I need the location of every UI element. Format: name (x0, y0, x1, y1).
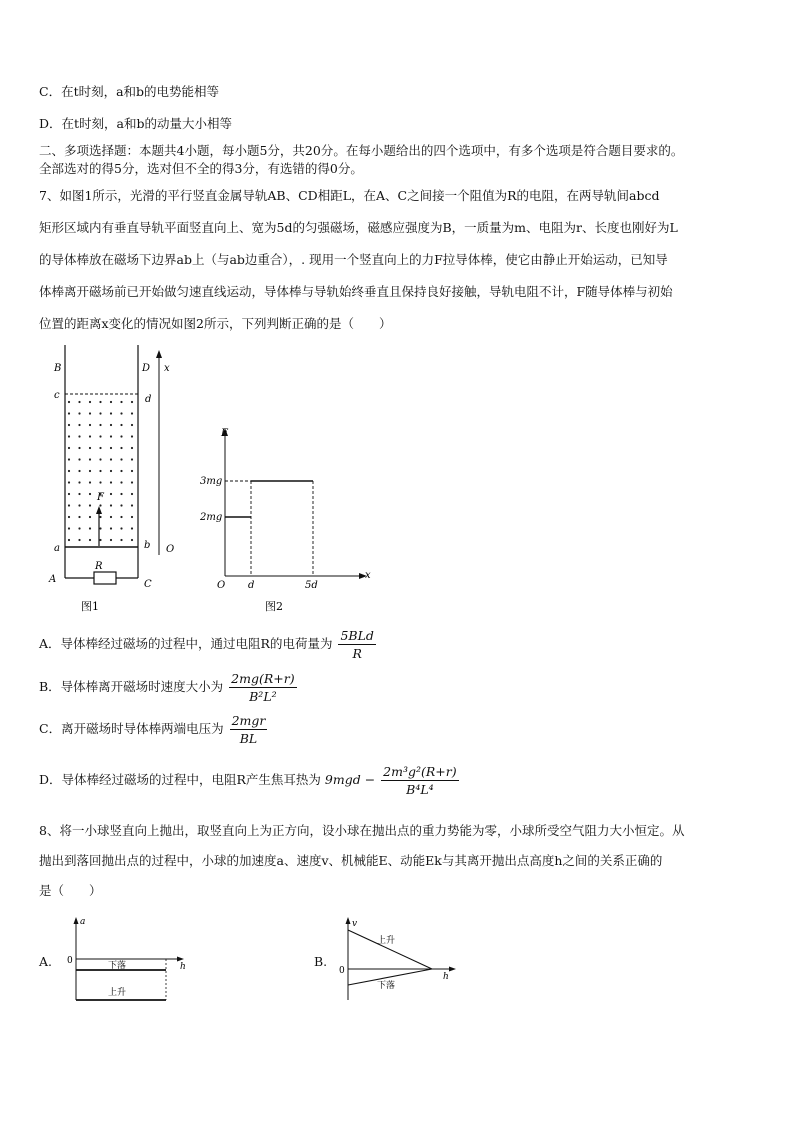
field-dot (120, 504, 122, 506)
q7-stem-line1: 7、如图1所示，光滑的平行竖直金属导轨AB、CD相距L，在A、C之间接一个阻值为R的电阻，在两导轨间abcd (39, 188, 660, 203)
fig1-label-c: c (54, 390, 60, 401)
q7-option-b-fraction (229, 671, 296, 704)
field-dot (89, 527, 91, 529)
field-dot (99, 539, 101, 541)
field-dot (99, 401, 101, 403)
fig2-label-2mg: 2mg (200, 512, 223, 523)
field-dot (131, 470, 133, 472)
q8a-down-label: 下落 (108, 961, 127, 971)
field-dot (78, 424, 80, 426)
fig2-label-x: x (365, 570, 371, 581)
section2-note: 全部选对的得5分，选对但不全的得3分，有选错的得0分。 (39, 161, 363, 176)
q7-option-c-den: BL (239, 731, 258, 746)
q8-stem-line3: 是（ ） (39, 883, 102, 898)
field-dot (89, 470, 91, 472)
fig1-label-A: A (49, 574, 57, 585)
q8b-down-label: 下落 (377, 981, 396, 991)
field-dot (120, 458, 122, 460)
field-dot (131, 504, 133, 506)
field-dot (131, 493, 133, 495)
field-dot (99, 458, 101, 460)
q8-option-a-graph (60, 912, 200, 1007)
field-dot (99, 504, 101, 506)
q7-option-d-fraction (381, 764, 458, 797)
field-dot (68, 504, 70, 506)
q7-stem-line5: 位置的距离x变化的情况如图2所示，下列判断正确的是（ ） (39, 316, 392, 331)
field-dot (89, 435, 91, 437)
q7-stem-line3: 的导体棒放在磁场下边界ab上（与ab边重合），. 现用一个竖直向上的力F拉导体棒，使它由静止开始运动，已知导 (39, 252, 668, 267)
q8a-axis-a: a (80, 917, 86, 927)
field-dot (120, 470, 122, 472)
field-dot (110, 458, 112, 460)
q7-option-c-text: C．离开磁场时导体棒两端电压为 (39, 721, 224, 736)
q7-option-c-num: 2mgr (231, 713, 266, 728)
q8-stem-line2: 抛出到落回抛出点的过程中，小球的加速度a、速度v、机械能E、动能Ek与其离开抛出点高度h之间的关系正确的 (39, 853, 663, 868)
q7-option-a-num: 5BLd (340, 628, 374, 643)
field-dot (78, 401, 80, 403)
q8b-axis-v: v (352, 919, 358, 929)
fig1-label-x: x (164, 363, 170, 374)
fig2-label-3mg: 3mg (200, 476, 223, 487)
field-dot (131, 516, 133, 518)
field-dot (78, 470, 80, 472)
field-dot (120, 527, 122, 529)
field-dot (78, 447, 80, 449)
fig1-label-O: O (166, 544, 175, 555)
q7-option-d-text: D．导体棒经过磁场的过程中，电阻R产生焦耳热为 (39, 772, 321, 787)
q7-option-d-lead: 9mgd − (324, 772, 376, 787)
q7-option-a (39, 628, 378, 661)
field-dot (68, 493, 70, 495)
q8-option-b-graph (332, 912, 467, 1007)
q8b-axis-h: h (443, 972, 449, 982)
field-dot (110, 401, 112, 403)
fig2-label-O: O (217, 580, 226, 591)
q7-option-a-fraction (338, 628, 375, 661)
field-dot (120, 516, 122, 518)
field-dot (89, 539, 91, 541)
q7-option-c-fraction (230, 713, 268, 746)
field-dot (78, 539, 80, 541)
field-dot (120, 424, 122, 426)
field-dot (78, 504, 80, 506)
q7-option-c (39, 713, 269, 746)
field-dot (68, 481, 70, 483)
q7-option-d-num: 2m³g²(R+r) (383, 764, 457, 779)
q7-option-b (39, 671, 299, 704)
field-dot (131, 458, 133, 460)
field-dot (99, 470, 101, 472)
fig1-label-d: d (145, 394, 152, 405)
fig1-caption: 图1 (81, 600, 99, 613)
figure-2-force-graph (195, 420, 380, 620)
field-dot (78, 516, 80, 518)
q8a-axis-h: h (180, 962, 186, 972)
field-dot (89, 504, 91, 506)
fig2-label-5d: 5d (305, 580, 318, 591)
field-dot (68, 424, 70, 426)
field-dot (110, 412, 112, 414)
field-dot (99, 447, 101, 449)
field-dot (110, 539, 112, 541)
field-dot (68, 401, 70, 403)
q8b-up-label: 上升 (377, 936, 396, 946)
field-dot (68, 470, 70, 472)
q8a-zero: 0 (67, 956, 73, 966)
fig1-label-b: b (144, 540, 151, 551)
q7-option-d-den: B⁴L⁴ (406, 782, 434, 797)
field-dot (89, 412, 91, 414)
field-dot (68, 516, 70, 518)
fig1-label-a: a (54, 543, 60, 554)
field-dot (131, 527, 133, 529)
fig1-label-B: B (54, 363, 62, 374)
field-dot (99, 527, 101, 529)
q7-stem-line2: 矩形区域内有垂直导轨平面竖直向上、宽为5d的匀强磁场，磁感应强度为B，一质量为m、电阻为r、长度也刚好为L (39, 220, 678, 235)
field-dot (131, 481, 133, 483)
fig1-label-D: D (142, 363, 151, 374)
field-dot (110, 516, 112, 518)
field-dot (89, 516, 91, 518)
field-dot (78, 493, 80, 495)
field-dot (131, 412, 133, 414)
q7-option-b-text: B．导体棒离开磁场时速度大小为 (39, 679, 224, 694)
field-dot (131, 435, 133, 437)
field-dot (78, 435, 80, 437)
figure-1-rail-diagram (40, 340, 190, 620)
q7-option-b-num: 2mg(R+r) (231, 671, 295, 686)
field-dot (120, 447, 122, 449)
field-dot (89, 447, 91, 449)
q7-option-d (39, 764, 461, 797)
field-dot (89, 458, 91, 460)
fig1-label-C: C (144, 579, 152, 590)
field-dot (99, 516, 101, 518)
field-dot (99, 435, 101, 437)
q7-option-a-den: R (352, 646, 362, 661)
fig1-label-R: R (95, 561, 103, 572)
field-dot (120, 481, 122, 483)
field-dot (89, 481, 91, 483)
q7-stem-line4: 体棒离开磁场前已开始做匀速直线运动，导体棒与导轨始终垂直且保持良好接触，导轨电阻不计，F随导体棒与初始 (39, 284, 673, 299)
field-dot (89, 401, 91, 403)
q8-stem-line1: 8、将一小球竖直向上抛出，取竖直向上为正方向，设小球在抛出点的重力势能为零，小球所受空气阻力大小恒定。从 (39, 823, 685, 838)
field-dot (68, 435, 70, 437)
field-dot (131, 539, 133, 541)
field-dot (89, 424, 91, 426)
field-dot (110, 447, 112, 449)
field-dot (110, 481, 112, 483)
field-dot (68, 412, 70, 414)
field-dot (68, 539, 70, 541)
field-dot (110, 527, 112, 529)
field-dot (99, 412, 101, 414)
field-dot (131, 424, 133, 426)
fig2-label-d: d (248, 580, 255, 591)
field-dot (99, 424, 101, 426)
field-dot (68, 447, 70, 449)
fig1-label-F: F (97, 492, 104, 503)
fig2-label-F: F (221, 428, 228, 439)
field-dot (131, 401, 133, 403)
field-dot (78, 458, 80, 460)
q8-option-b-label: B. (314, 954, 328, 969)
option-d-q6: D．在t时刻，a和b的动量大小相等 (39, 116, 232, 131)
field-dot (78, 481, 80, 483)
field-dot (110, 470, 112, 472)
field-dot (120, 401, 122, 403)
field-dot (68, 527, 70, 529)
field-dot (68, 458, 70, 460)
field-dot (120, 493, 122, 495)
field-dot (131, 447, 133, 449)
option-c-q6: C．在t时刻，a和b的电势能相等 (39, 84, 220, 99)
field-dot (120, 539, 122, 541)
section2-heading: 二、多项选择题：本题共4小题，每小题5分，共20分。在每小题给出的四个选项中，有多个选项是符合题目要求的。 (39, 143, 684, 158)
q8b-zero: 0 (339, 966, 345, 976)
field-dot (120, 435, 122, 437)
field-dot (110, 424, 112, 426)
fig2-caption: 图2 (265, 600, 283, 613)
field-dot (120, 412, 122, 414)
field-dot (78, 412, 80, 414)
field-dot (110, 493, 112, 495)
field-dot (110, 435, 112, 437)
field-dot (89, 493, 91, 495)
q8a-up-label: 上升 (108, 988, 127, 998)
q7-option-b-den: B²L² (249, 689, 277, 704)
q8-option-a-label: A. (39, 954, 53, 969)
field-dot (78, 527, 80, 529)
field-dot (99, 481, 101, 483)
field-dot (110, 504, 112, 506)
q7-option-a-text: A．导体棒经过磁场的过程中，通过电阻R的电荷量为 (39, 636, 333, 651)
